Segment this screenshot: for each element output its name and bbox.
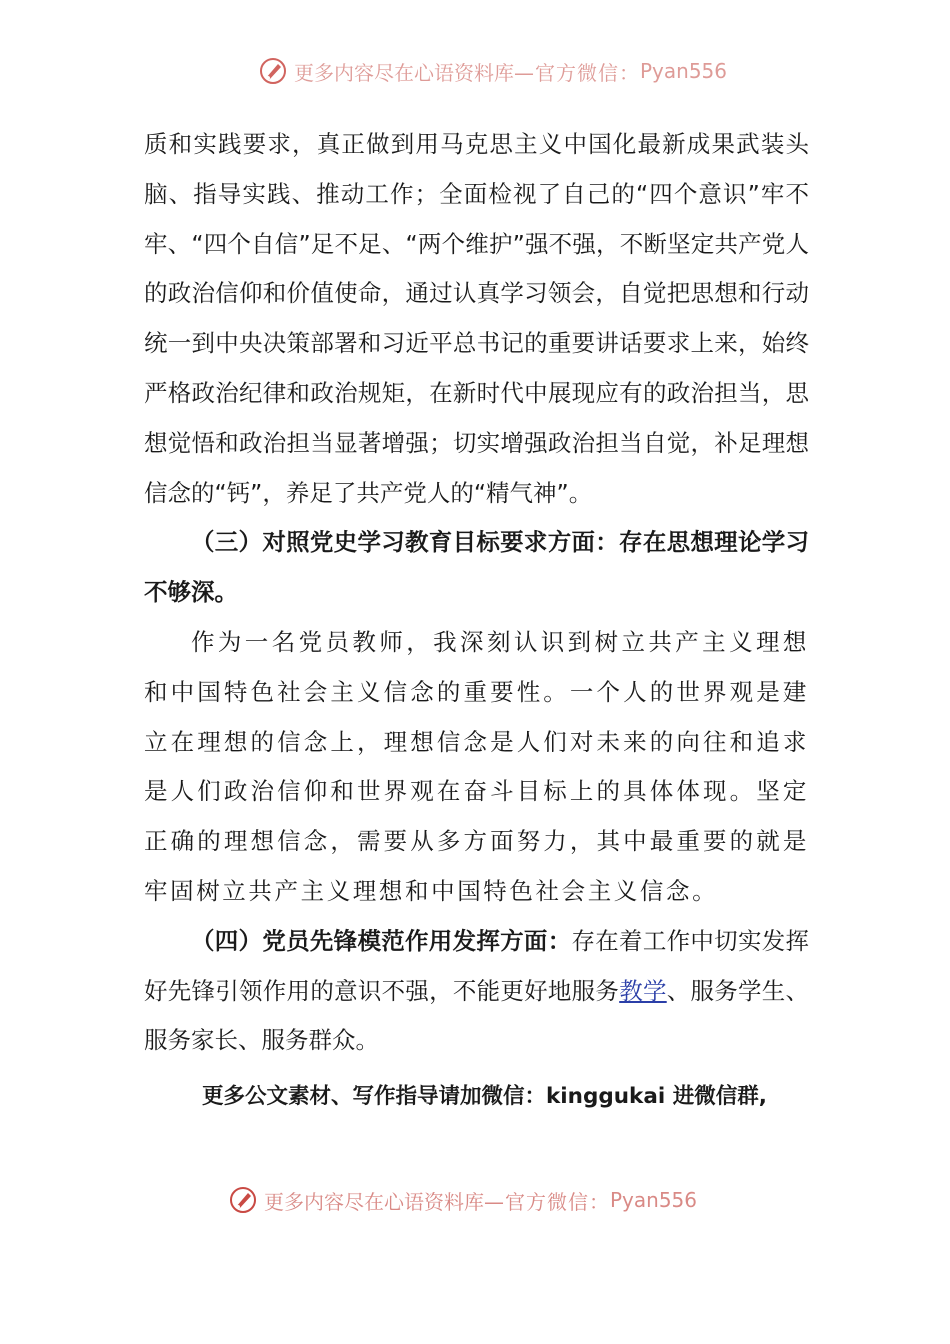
paragraph-1: 质和实践要求，真正做到用马克思主义中国化最新成果武装头脑、指导实践、推动工作；全面检视了自己的“四个意识”牢不牢、“四个自信”足不足、“两个维护”强不强，不断坚定共产党人的政治信仰和价值使命，通过认真学习领会，自觉把思想和行动统一到中央决策部署和习近平总书记的重要讲话要求上来，始终严格政治纪律和政治规矩，在新时代中展现应有的政治担当，思想觉悟和政治担当显著增强；切实增强政治担当自觉，补足理想信念的“钙”，养足了共产党人的“精气神”。 bbox=[144, 130, 809, 507]
paragraph-3-end: 、服务学生、服务家长、服务群众。 bbox=[144, 976, 810, 1055]
watermark-main-text: 更多内容尽在心语资料库 bbox=[264, 1189, 484, 1214]
section-heading-3: （三）对照党史学习教育目标要求方面：存在思想理论学习不够深。 bbox=[144, 528, 809, 607]
watermark-sub-text: —官方微信： bbox=[484, 1189, 610, 1214]
document-body bbox=[144, 120, 809, 1122]
pen-nib-icon bbox=[258, 56, 288, 86]
pen-nib-icon bbox=[228, 1185, 258, 1215]
watermark-bottom bbox=[228, 1185, 697, 1215]
paragraph-3 bbox=[144, 917, 809, 1066]
paragraph-2: 作为一名党员教师，我深刻认识到树立共产主义理想和中国特色社会主义信念的重要性。一个人的世界观是建立在理想的信念上，理想信念是人们对未来的向往和追求是人们政治信仰和世界观在奋斗目标上的具体体现。坚定正确的理想信念，需要从多方面努力，其中最重要的就是牢固树立共产主义理想和中国特色社会主义信念。 bbox=[144, 627, 809, 905]
watermark-sub-text: —官方微信： bbox=[514, 60, 640, 85]
paragraph-3-text: 存在着工作中切实发挥好先锋引领作用的意识不强，不能更好地服务 bbox=[144, 926, 810, 1005]
watermark-wechat-id: Pyan556 bbox=[640, 59, 728, 83]
watermark-top bbox=[258, 56, 727, 86]
section-heading-4: （四）党员先锋模范作用发挥方面： bbox=[191, 926, 572, 955]
watermark-main-text: 更多内容尽在心语资料库 bbox=[294, 60, 514, 85]
teaching-link[interactable]: 教学 bbox=[619, 976, 667, 1005]
footer-note: 更多公文素材、写作指导请加微信：kinggukai 进微信群, bbox=[202, 1084, 767, 1110]
watermark-wechat-id: Pyan556 bbox=[610, 1188, 698, 1212]
